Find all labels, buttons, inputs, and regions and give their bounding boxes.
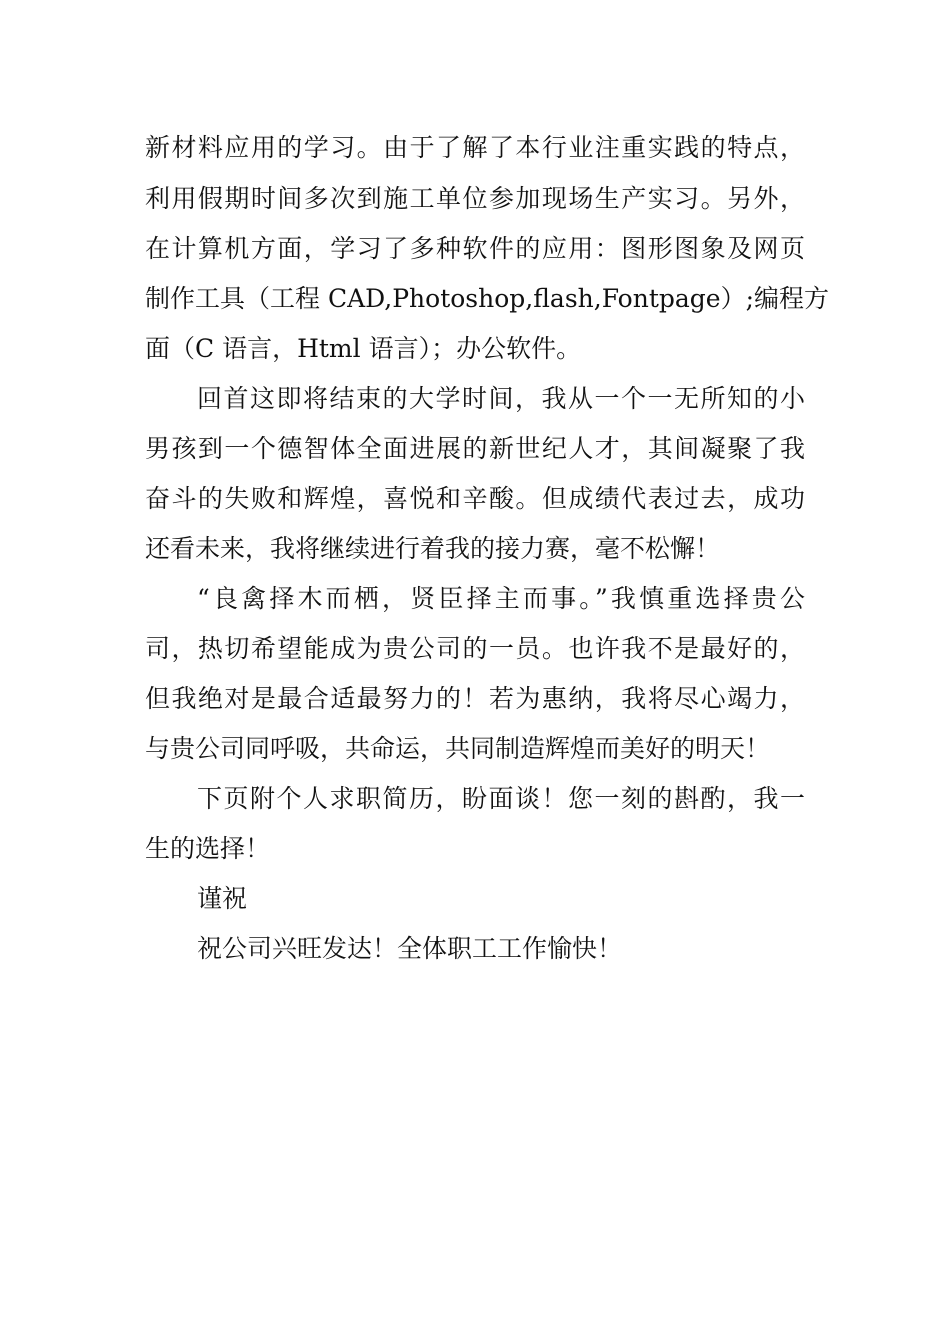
- paragraph-line: 下页附个人求职简历，盼面谈！您一刻的斟酌，我一: [197, 784, 805, 813]
- paragraph-line: 在计算机方面，学习了多种软件的应用：图形图象及网页: [145, 234, 805, 263]
- paragraph-line: 司，热切希望能成为贵公司的一员。也许我不是最好的，: [145, 634, 805, 663]
- closing-wish: 祝公司兴旺发达！全体职工工作愉快！: [197, 934, 623, 963]
- paragraph-line: 面（C 语言，Html 语言）；办公软件。: [145, 334, 582, 363]
- paragraph-line: “良禽择木而栖，贤臣择主而事。”我慎重选择贵公: [197, 584, 805, 613]
- paragraph-line: 生的选择！: [145, 834, 271, 863]
- paragraph-line: 回首这即将结束的大学时间，我从一个一无所知的小: [197, 384, 805, 413]
- closing-salutation: 谨祝: [197, 884, 248, 913]
- paragraph-line: 但我绝对是最合适最努力的！若为惠纳，我将尽心竭力，: [145, 684, 805, 713]
- paragraph-line: 还看未来，我将继续进行着我的接力赛，毫不松懈！: [145, 534, 721, 563]
- paragraph-line: 男孩到一个德智体全面进展的新世纪人才，其间凝聚了我: [145, 434, 805, 463]
- paragraph-line: 利用假期时间多次到施工单位参加现场生产实习。另外，: [145, 184, 805, 213]
- paragraph-line: 奋斗的失败和辉煌，喜悦和辛酸。但成绩代表过去，成功: [145, 484, 805, 513]
- paragraph-line: 新材料应用的学习。由于了解了本行业注重实践的特点，: [145, 133, 805, 162]
- paragraph-line: 制作工具（工程 CAD,Photoshop,flash,Fontpage）;编程方: [145, 284, 829, 313]
- paragraph-line: 与贵公司同呼吸，共命运，共同制造辉煌而美好的明天！: [145, 734, 771, 763]
